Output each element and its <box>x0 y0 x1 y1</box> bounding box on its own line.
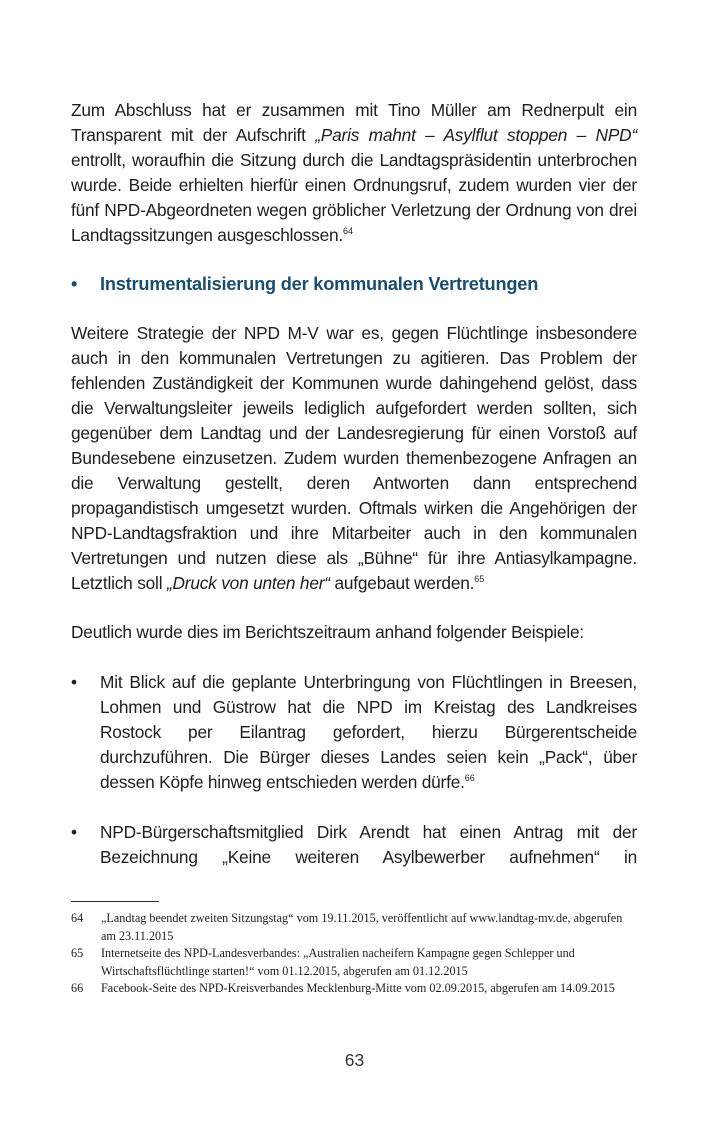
footnote-number: 64 <box>71 911 84 925</box>
page-body <box>71 98 637 870</box>
footnote-text: „Landtag beendet zweiten Sitzungstag“ vom 19.11.2015, veröffentlicht auf www.landtag-mv.de, abgerufen am 23.11.2015 <box>101 911 623 943</box>
quote-druck: „Druck von unten her“ <box>166 572 330 593</box>
footnote-ref-66[interactable]: 66 <box>464 772 475 783</box>
paragraph-3: Deutlich wurde dies im Berichtszeitraum anhand folgender Beispiele: <box>71 622 584 643</box>
list-item-text: NPD-Bürgerschaftsmitglied Dirk Arendt hat einen Antrag mit der Bezeichnung „Keine weiteren Asylbewerber aufnehmen“ in <box>100 821 637 867</box>
list-bullet: • <box>71 672 78 693</box>
section-heading <box>71 272 637 296</box>
footnote-number: 65 <box>71 946 84 961</box>
footnote-text: Facebook-Seite des NPD-Kreisverbandes Mecklenburg-Mitte vom 02.09.2015, abgerufen am 14.09.2015 <box>101 981 615 996</box>
section-heading-text: Instrumentalisierung der kommunalen Vertretungen <box>100 274 539 295</box>
paragraph-1-text-a: Zum Abschluss hat er zusammen mit Tino Müller am Rednerpult ein Transparent mit der Aufschrift <box>71 100 637 145</box>
list-item <box>71 820 637 870</box>
footnotes <box>71 910 637 998</box>
footnote-number: 66 <box>71 981 84 996</box>
footnote-divider <box>71 901 159 902</box>
footnote-ref-64[interactable]: 64 <box>343 225 354 236</box>
heading-bullet: • <box>71 274 78 295</box>
footnote-66 <box>71 980 637 998</box>
list-item <box>71 670 637 795</box>
paragraph-2-text-a: Weitere Strategie der NPD M-V war es, gegen Flüchtlinge insbesondere auch in den kommunalen Vertretungen zu agitieren. Das Problem der fehlenden Zuständigkeit der Kommunen wurde dahingehend gelöst, dass die Verwaltungsleiter jeweils lediglich aufgefordert werden sollten, sich gegenüber dem Landtag und der Landesregierung für einen Vorstoß auf Bundesebene einzusetzen. Zudem wurden themenbezogene Anfragen an die Verwaltung gestellt, deren Antworten dann entsprechend propagandistisch umgesetzt wurden. Oftmals wirken die Angehörigen der NPD-Landtagsfraktion und ihre Mitarbeiter auch in den kommunalen Vertretungen und nutzen diese als „Bühne“ für ihre Antiasylkampagne. Letztlich soll <box>71 323 637 593</box>
footnote-65 <box>71 945 637 980</box>
paragraph-1-text-b: entrollt, woraufhin die Sitzung durch die Landtagspräsidentin unterbrochen wurde. Beide erhielten hierfür einen Ordnungsruf, zudem wurden vier der fünf NPD-Abgeordneten wegen gröblicher Verletzung der Ordnung von drei Landtagssitzungen ausgeschlossen. <box>71 149 637 245</box>
paragraph-2-text-b: aufgebaut werden. <box>329 572 475 593</box>
paragraph-2 <box>71 321 637 595</box>
list-bullet: • <box>71 821 78 842</box>
footnote-text: Internetseite des NPD-Landesverbandes: „Australien nacheifern Kampagne gegen Schlepper und Wirtschaftsflüchtlinge starten!“ vom 01.12.2015, abgerufen am 01.12.2015 <box>101 946 575 978</box>
footnote-ref-65[interactable]: 65 <box>474 573 485 584</box>
page-number: 63 <box>344 1050 365 1070</box>
footnote-64 <box>71 910 637 945</box>
list-item-text: Mit Blick auf die geplante Unterbringung von Flüchtlingen in Breesen, Lohmen und Güstrow hat die NPD im Kreistag des Landkreises Rostock per Eilantrag gefordert, hierzu Bürgerentscheide durchzuführen. Die Bürger dieses Landes seien kein „Pack“, über dessen Köpfe hinweg entschieden werden dürfe. <box>100 672 637 792</box>
banner-quote: „Paris mahnt – Asylflut stoppen – NPD“ <box>315 124 637 145</box>
paragraph-1 <box>71 98 637 247</box>
